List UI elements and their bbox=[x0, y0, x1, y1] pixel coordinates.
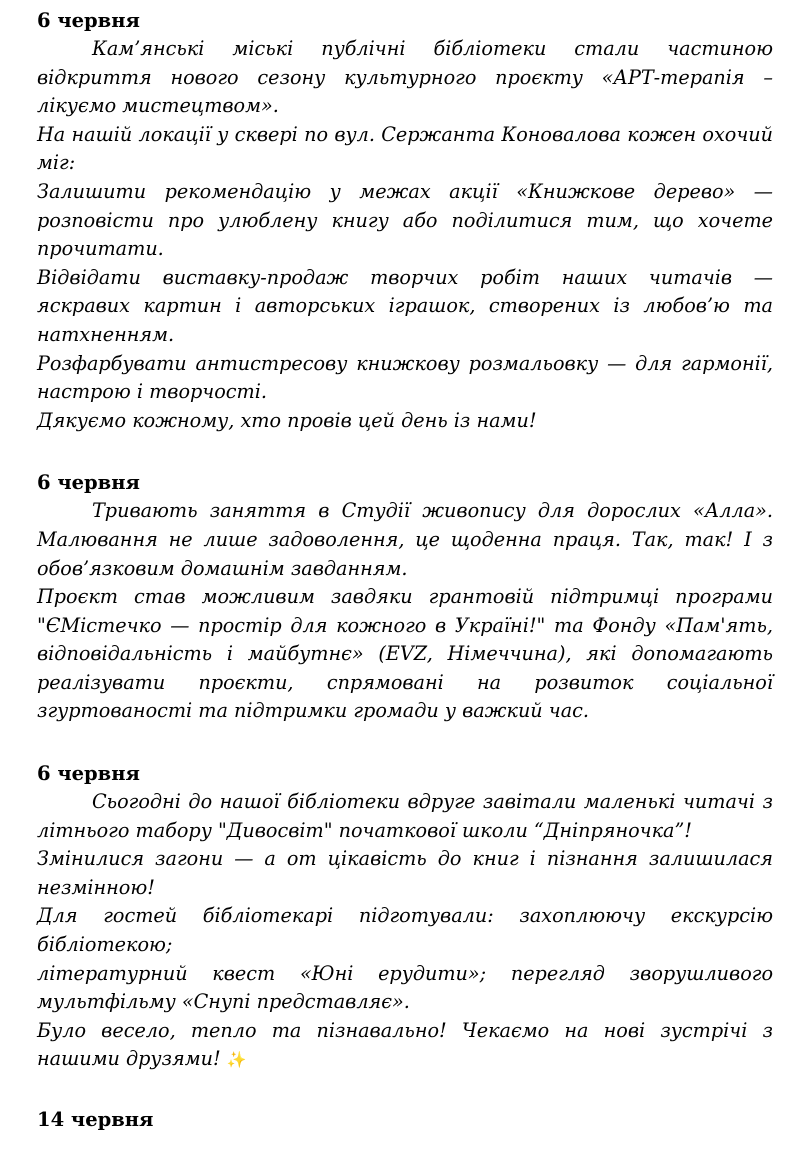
entry-paragraph: Розфарбувати антистресову книжкову розмальовку — для гармонії, настрою і творчості. bbox=[37, 351, 773, 404]
entry-date: 6 червня bbox=[37, 9, 140, 32]
entry-paragraph-text: Було весело, тепло та пізнавально! Чекаємо на нові зустрічі з нашими друзями! bbox=[37, 1018, 773, 1071]
entry-paragraph: Проєкт став можливим завдяки грантовій підтримці програми "ЄМістечко — простір для кожного в Україні!" та Фонду «Пам'ять, відповідальність і майбутнє» (EVZ, Німеччина), які допомагають реалізувати проєкти, спрямовані на розвиток соціальної згуртованості та підтримки громади у важкий час. bbox=[37, 585, 773, 723]
entry-paragraph: Для гостей бібліотекарі підготували: захоплюючу екскурсію бібліотекою; bbox=[37, 904, 773, 957]
news-entry bbox=[37, 759, 773, 1075]
entry-date: 6 червня bbox=[37, 762, 140, 786]
entry-paragraph: Залишити рекомендацію у межах акції «Книжкове дерево» — розповісти про улюблену книгу або поділитися тим, що хочете прочитати. bbox=[37, 179, 773, 261]
news-entry bbox=[37, 468, 773, 726]
entry-paragraph bbox=[37, 1017, 773, 1075]
sparkles-icon: ✨ bbox=[226, 1050, 247, 1070]
entry-paragraph: На нашій локації у сквері по вул. Сержанта Коновалова кожен охочий міг: bbox=[37, 122, 773, 175]
news-entry bbox=[37, 1105, 773, 1134]
entry-paragraph: Тривають заняття в Студії живопису для дорослих «Алла». Малювання не лише задоволення, це щоденна праця. Так, так! І з обов’язковим домашнім завданням. bbox=[37, 499, 773, 580]
news-entry bbox=[37, 6, 773, 435]
entry-date: 6 червня bbox=[37, 471, 140, 495]
entry-paragraph: Дякуємо кожному, хто провів цей день із нами! bbox=[37, 408, 537, 432]
entry-paragraph: літературний квест «Юні ерудити»; перегляд зворушливого мультфільму «Снупі представляє». bbox=[37, 961, 773, 1014]
entry-date: 14 червня bbox=[37, 1108, 154, 1131]
entry-paragraph: Змінилися загони — а от цікавість до книг і пізнання залишилася незмінною! bbox=[37, 847, 773, 899]
entry-paragraph: Сьогодні до нашої бібліотеки вдруге завітали маленькі читачі з літнього табору "Дивосвіт" початкової школи “Дніпряночка”! bbox=[37, 790, 773, 842]
entry-paragraph: Кам’янські міські публічні бібліотеки стали частиною відкриття нового сезону культурного проєкту «АРТ-терапія – лікуємо мистецтвом». bbox=[37, 37, 773, 118]
entry-paragraph: Відвідати виставку-продаж творчих робіт наших читачів — яскравих картин і авторських іграшок, створених із любов’ю та натхненням. bbox=[37, 265, 773, 346]
